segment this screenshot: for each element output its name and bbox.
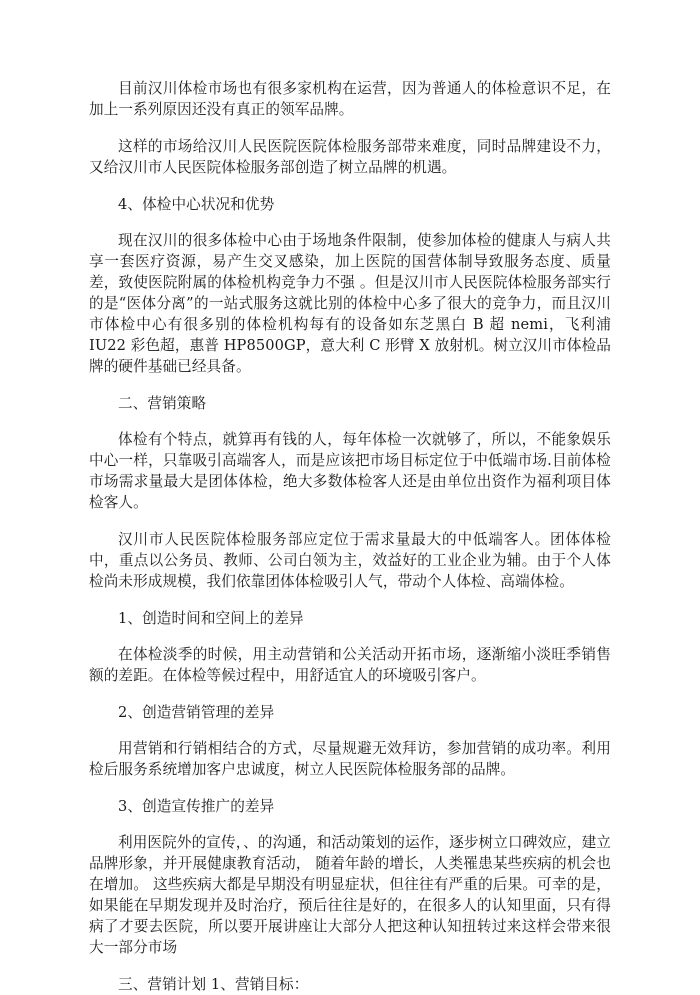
paragraph: 利用医院外的宣传，、的沟通，和活动策划的运作，逐步树立口碑效应，建立品牌形象，并开展健康教育活动， 随着年龄的增长，人类罹患某些疾病的机会也在增加。 这些疾病大都是早期没有明显症状，但往往有严重的后果。可幸的是，如果能在早期发现并及时治疗，预后往往是好的，在很多人的认知里面，只有得病了才要去医院，所以要开展讲座让大部分人把这种认知扭转过来这样会带来很大一部分市场 [89, 834, 611, 956]
paragraph: 这样的市场给汉川人民医院医院体检服务部带来难度，同时品牌建设不力，又给汉川市人民医院体检服务部创造了树立品牌的机遇。 [89, 138, 611, 176]
paragraph: 现在汉川的很多体检中心由于场地条件限制，使参加体检的健康人与病人共享一套医疗资源，易产生交叉感染，加上医院的国营体制导致服务态度、质量差，致使医院附属的体检机构竞争力不强 。但是汉川市人民医院体检服务部实行的是“医体分离”的一站式服务这就比别的体检中心多了很大的竞争力，而且汉川市体检中心有很多别的体检机构每有的设备如东芝黑白 B 超 nemi，飞利浦 IU22 彩色超，惠普 HP8500GP，意大利 C 形臂 X 放射机。树立汉川市体检品牌的硬件基础已经具备。 [89, 232, 611, 375]
paragraph: 汉川市人民医院体检服务部应定位于需求量最大的中低端客人。团体体检中，重点以公务员、教师、公司白领为主，效益好的工业企业为辅。由于个人体检尚未形成规模，我们依靠团体体检吸引人气，带动个人体检、高端体检。 [89, 531, 611, 590]
paragraph: 用营销和行销相结合的方式，尽量规避无效拜访，参加营销的成功率。利用检后服务系统增加客户忠诚度，树立人民医院体检服务部的品牌。 [89, 740, 611, 778]
section-heading: 二、营销策略 [118, 395, 207, 412]
section-heading: 2、创造营销管理的差异 [118, 704, 275, 721]
section-heading: 4、体检中心状况和优势 [118, 196, 275, 213]
paragraph: 体检有个特点，就算再有钱的人，每年体检一次就够了，所以，不能象娱乐中心一样，只靠吸引高端客人，而是应该把市场目标定位于中低端市场.目前体检市场需求量最大是团体体检，绝大多数体检客人还是由单位出资作为福利项目体检客人。 [89, 431, 611, 511]
section-heading: 3、创造宣传推广的差异 [118, 798, 275, 815]
section-heading: 1、创造时间和空间上的差异 [118, 610, 304, 627]
paragraph: 目前汉川体检市场也有很多家机构在运营，因为普通人的体检意识不足，在加上一系列原因还没有真正的领军品牌。 [89, 80, 611, 118]
paragraph: 在体检淡季的时候，用主动营销和公关活动开拓市场，逐渐缩小淡旺季销售额的差距。在体检等候过程中，用舒适宜人的环境吸引客户。 [89, 646, 611, 684]
section-heading: 三、营销计划 1、营销目标： [118, 976, 309, 993]
document-body [89, 78, 611, 995]
